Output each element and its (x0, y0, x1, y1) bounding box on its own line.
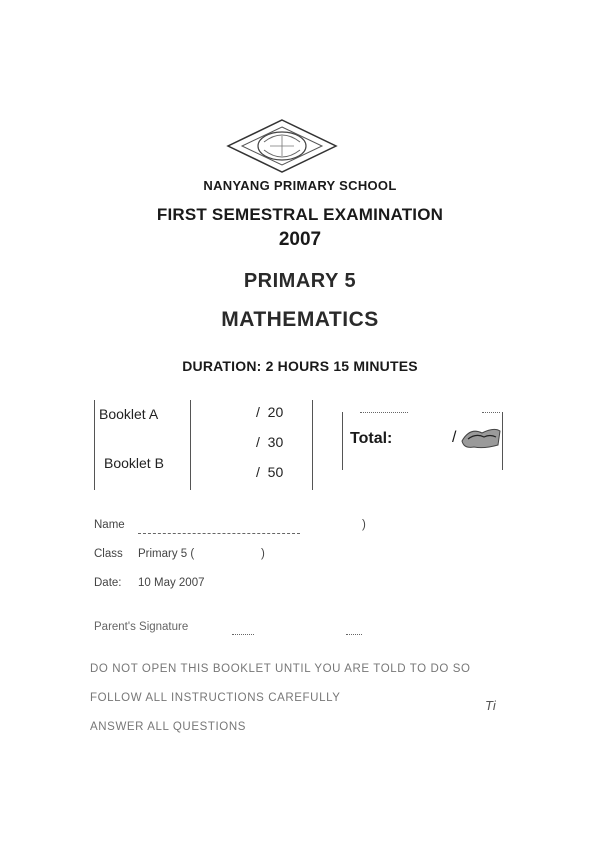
instruction-line: FOLLOW ALL INSTRUCTIONS CAREFULLY (90, 692, 341, 704)
total-box-right (502, 412, 503, 470)
level-title: PRIMARY 5 (243, 270, 357, 292)
class-value: Primary 5 ( (138, 548, 195, 560)
duration-text: DURATION: 2 HOURS 15 MINUTES (182, 358, 418, 374)
exam-title: FIRST SEMESTRAL EXAMINATION (156, 205, 444, 224)
signature-line[interactable] (232, 634, 254, 635)
booklet-a-mark: / 20 (256, 404, 284, 420)
name-close-paren: ) (362, 519, 366, 531)
total-score-stamp-icon (460, 425, 502, 451)
instruction-line: DO NOT OPEN THIS BOOKLET UNTIL YOU ARE TOLD TO DO SO (90, 663, 471, 675)
school-name: NANYANG PRIMARY SCHOOL (203, 178, 397, 193)
total-label: Total: (350, 430, 393, 447)
school-logo-icon (226, 118, 338, 174)
date-value: 10 May 2007 (138, 577, 205, 589)
signature-line-end (346, 634, 362, 635)
date-label: Date: (94, 577, 122, 589)
class-close-paren: ) (261, 548, 265, 560)
class-label: Class (94, 548, 123, 560)
exam-year: 2007 (278, 229, 322, 250)
booklet-a-label: Booklet A (99, 406, 159, 422)
total-slash: / (452, 429, 457, 446)
name-line[interactable] (138, 533, 300, 534)
subject-title: MATHEMATICS (221, 308, 379, 331)
total-box-top-right (482, 412, 500, 413)
table-border-left (94, 400, 95, 490)
instruction-line: ANSWER ALL QUESTIONS (90, 721, 246, 733)
total-mark (452, 425, 502, 451)
signature-label: Parent's Signature (94, 621, 189, 633)
total-box-left (342, 412, 343, 470)
name-label: Name (94, 519, 125, 531)
booklet-b-label: Booklet B (104, 455, 164, 471)
booklet-b-mark: / 50 (256, 464, 284, 480)
table-divider (190, 400, 191, 490)
table-border-right (312, 400, 313, 490)
total-box-top (360, 412, 408, 413)
booklet-extra-mark: / 30 (256, 434, 284, 450)
handwritten-initials: Ti (485, 698, 496, 713)
